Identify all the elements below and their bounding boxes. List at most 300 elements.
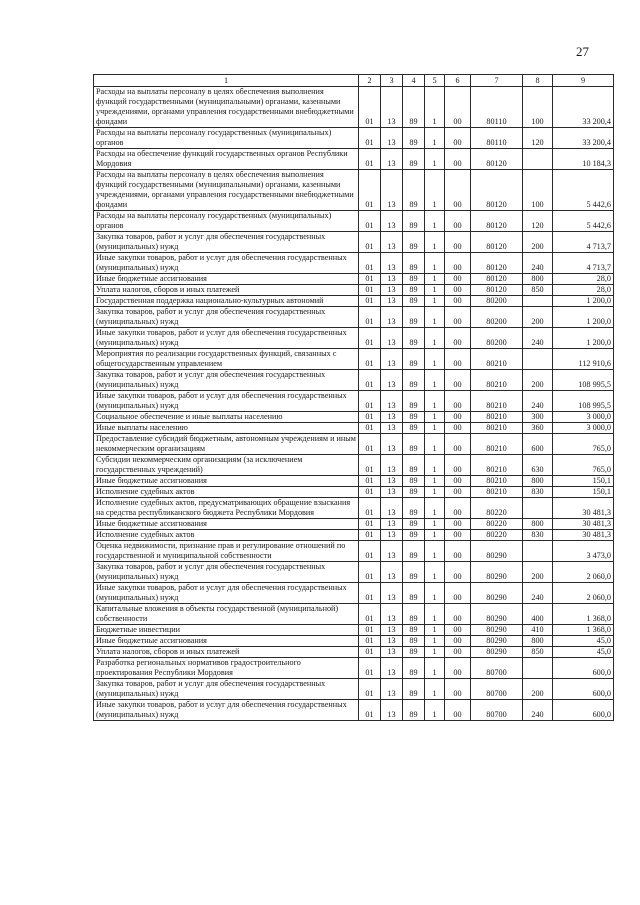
row-name: Оценка недвижимости, признание прав и регулирование отношений по государственной и муниципальной собственности [94,541,359,562]
row-code-subprogram: 1 [425,170,445,211]
row-code-direction: 80120 [471,170,523,211]
row-code-section: 01 [359,636,381,647]
row-code-section: 01 [359,128,381,149]
row-code-subsection: 13 [381,423,403,434]
row-amount: 150,1 [553,487,614,498]
row-code-main: 00 [445,391,471,412]
row-code-expense-type [523,149,553,170]
row-amount: 5 442,6 [553,170,614,211]
row-code-subprogram: 1 [425,349,445,370]
header-row [94,75,614,87]
table-row [94,370,614,391]
row-code-direction: 80120 [471,253,523,274]
row-amount: 3 473,0 [553,541,614,562]
row-code-subsection: 13 [381,679,403,700]
row-code-subsection: 13 [381,170,403,211]
row-amount: 28,0 [553,285,614,296]
row-code-expense-type: 240 [523,328,553,349]
row-code-subprogram: 1 [425,498,445,519]
row-amount: 600,0 [553,679,614,700]
row-amount: 5 442,6 [553,211,614,232]
row-code-subprogram: 1 [425,285,445,296]
table-row [94,274,614,285]
row-code-subsection: 13 [381,253,403,274]
row-code-main: 00 [445,370,471,391]
row-code-program: 89 [403,647,425,658]
table-row [94,562,614,583]
row-code-program: 89 [403,679,425,700]
row-code-subsection: 13 [381,149,403,170]
row-code-main: 00 [445,328,471,349]
table-row [94,412,614,423]
row-name: Иные бюджетные ассигнования [94,636,359,647]
row-code-expense-type: 200 [523,307,553,328]
row-code-main: 00 [445,455,471,476]
row-code-main: 00 [445,530,471,541]
row-amount: 33 200,4 [553,128,614,149]
row-code-section: 01 [359,604,381,625]
row-code-program: 89 [403,476,425,487]
row-amount: 108 995,5 [553,370,614,391]
row-code-subsection: 13 [381,700,403,721]
row-name: Закупка товаров, работ и услуг для обеспечения государственных (муниципальных) нужд [94,307,359,328]
row-code-expense-type: 360 [523,423,553,434]
row-code-expense-type: 120 [523,211,553,232]
row-code-subsection: 13 [381,232,403,253]
row-code-program: 89 [403,349,425,370]
row-name: Капитальные вложения в объекты государственной (муниципальной) собственности [94,604,359,625]
row-code-section: 01 [359,87,381,128]
row-amount: 1 368,0 [553,625,614,636]
row-code-program: 89 [403,285,425,296]
row-code-program: 89 [403,307,425,328]
row-code-direction: 80120 [471,149,523,170]
row-name: Мероприятия по реализации государственных функций, связанных с общегосударственным управлением [94,349,359,370]
row-code-program: 89 [403,700,425,721]
row-amount: 3 000,0 [553,412,614,423]
row-code-main: 00 [445,87,471,128]
row-code-expense-type: 100 [523,87,553,128]
row-code-program: 89 [403,391,425,412]
table-row [94,296,614,307]
row-code-direction: 80210 [471,412,523,423]
row-code-section: 01 [359,285,381,296]
table-row [94,647,614,658]
row-code-program: 89 [403,625,425,636]
row-code-direction: 80700 [471,679,523,700]
row-name: Уплата налогов, сборов и иных платежей [94,647,359,658]
row-code-subsection: 13 [381,519,403,530]
row-code-direction: 80210 [471,455,523,476]
row-code-subsection: 13 [381,562,403,583]
row-name: Расходы на выплаты персоналу государственных (муниципальных) органов [94,128,359,149]
row-name: Закупка товаров, работ и услуг для обеспечения государственных (муниципальных) нужд [94,562,359,583]
row-code-main: 00 [445,170,471,211]
row-name: Расходы на выплаты персоналу в целях обеспечения выполнения функций государственными (муниципальными) органами, казенными учреждениями, органами управления государственными внебюджетными фондами [94,170,359,211]
row-code-expense-type: 410 [523,625,553,636]
table-row [94,232,614,253]
column-header: 2 [359,75,381,87]
row-name: Социальное обеспечение и иные выплаты населению [94,412,359,423]
row-code-main: 00 [445,211,471,232]
row-name: Субсидии некоммерческим организациям (за исключением государственных учреждений) [94,455,359,476]
row-code-subprogram: 1 [425,232,445,253]
row-name: Иные закупки товаров, работ и услуг для обеспечения государственных (муниципальных) нужд [94,391,359,412]
row-name: Иные бюджетные ассигнования [94,274,359,285]
table-row [94,604,614,625]
row-code-section: 01 [359,562,381,583]
row-amount: 45,0 [553,636,614,647]
row-code-subprogram: 1 [425,583,445,604]
row-code-expense-type [523,498,553,519]
row-code-subsection: 13 [381,87,403,128]
row-code-expense-type: 200 [523,232,553,253]
row-code-subprogram: 1 [425,434,445,455]
row-code-subprogram: 1 [425,211,445,232]
row-code-expense-type: 200 [523,370,553,391]
row-code-main: 00 [445,349,471,370]
row-code-subsection: 13 [381,391,403,412]
table-row [94,476,614,487]
row-code-program: 89 [403,211,425,232]
row-code-main: 00 [445,253,471,274]
row-code-section: 01 [359,476,381,487]
row-code-subprogram: 1 [425,519,445,530]
row-code-direction: 80210 [471,434,523,455]
row-code-main: 00 [445,274,471,285]
row-code-main: 00 [445,604,471,625]
row-code-expense-type: 300 [523,412,553,423]
row-code-main: 00 [445,519,471,530]
table-row [94,328,614,349]
row-code-direction: 80110 [471,128,523,149]
row-code-expense-type: 830 [523,487,553,498]
row-name: Иные закупки товаров, работ и услуг для обеспечения государственных (муниципальных) нужд [94,328,359,349]
row-code-subprogram: 1 [425,658,445,679]
row-code-subsection: 13 [381,412,403,423]
row-code-program: 89 [403,296,425,307]
row-code-section: 01 [359,391,381,412]
row-name: Исполнение судебных актов [94,530,359,541]
row-code-main: 00 [445,296,471,307]
row-code-program: 89 [403,232,425,253]
row-name: Бюджетные инвестиции [94,625,359,636]
row-code-expense-type: 830 [523,530,553,541]
row-code-subprogram: 1 [425,370,445,391]
row-amount: 765,0 [553,455,614,476]
row-code-direction: 80210 [471,349,523,370]
row-code-direction: 80220 [471,530,523,541]
table-row [94,530,614,541]
column-header: 7 [471,75,523,87]
row-code-subsection: 13 [381,274,403,285]
row-code-program: 89 [403,658,425,679]
row-code-main: 00 [445,128,471,149]
row-code-section: 01 [359,232,381,253]
row-code-direction: 80210 [471,423,523,434]
row-code-direction: 80700 [471,700,523,721]
table-row [94,285,614,296]
row-code-subsection: 13 [381,658,403,679]
budget-table [93,74,614,721]
row-code-subsection: 13 [381,476,403,487]
row-code-program: 89 [403,541,425,562]
row-amount: 1 200,0 [553,328,614,349]
table-row [94,679,614,700]
row-code-section: 01 [359,658,381,679]
row-code-subsection: 13 [381,370,403,391]
row-name: Иные бюджетные ассигнования [94,476,359,487]
row-code-program: 89 [403,274,425,285]
row-amount: 2 060,0 [553,562,614,583]
row-code-subsection: 13 [381,625,403,636]
row-code-direction: 80700 [471,658,523,679]
table-row [94,541,614,562]
row-amount: 33 200,4 [553,87,614,128]
row-amount: 765,0 [553,434,614,455]
row-code-expense-type: 240 [523,253,553,274]
row-amount: 30 481,3 [553,498,614,519]
column-header: 3 [381,75,403,87]
row-code-direction: 80290 [471,636,523,647]
row-amount: 10 184,3 [553,149,614,170]
column-header: 4 [403,75,425,87]
row-code-subprogram: 1 [425,625,445,636]
row-code-program: 89 [403,487,425,498]
table-row [94,455,614,476]
row-code-subprogram: 1 [425,253,445,274]
row-code-direction: 80210 [471,370,523,391]
row-code-direction: 80200 [471,328,523,349]
row-code-subprogram: 1 [425,87,445,128]
row-code-subprogram: 1 [425,647,445,658]
row-code-section: 01 [359,498,381,519]
row-code-expense-type: 200 [523,679,553,700]
row-code-subsection: 13 [381,530,403,541]
row-code-expense-type [523,541,553,562]
row-code-expense-type: 240 [523,700,553,721]
row-name: Уплата налогов, сборов и иных платежей [94,285,359,296]
row-code-main: 00 [445,647,471,658]
row-code-direction: 80210 [471,476,523,487]
table-row [94,149,614,170]
table-row [94,434,614,455]
row-code-subsection: 13 [381,285,403,296]
row-code-section: 01 [359,307,381,328]
row-code-subsection: 13 [381,349,403,370]
row-code-direction: 80120 [471,232,523,253]
row-amount: 108 995,5 [553,391,614,412]
row-code-program: 89 [403,128,425,149]
table-row [94,487,614,498]
row-code-expense-type: 850 [523,647,553,658]
table-row [94,636,614,647]
row-code-program: 89 [403,604,425,625]
row-code-expense-type: 240 [523,583,553,604]
row-code-subsection: 13 [381,604,403,625]
row-code-subprogram: 1 [425,541,445,562]
row-code-main: 00 [445,476,471,487]
row-amount: 3 000,0 [553,423,614,434]
row-code-subprogram: 1 [425,476,445,487]
row-code-section: 01 [359,647,381,658]
table-row [94,170,614,211]
row-amount: 150,1 [553,476,614,487]
row-code-expense-type [523,658,553,679]
row-code-section: 01 [359,625,381,636]
row-code-main: 00 [445,541,471,562]
row-code-section: 01 [359,519,381,530]
row-code-main: 00 [445,658,471,679]
row-code-subprogram: 1 [425,391,445,412]
row-amount: 4 713,7 [553,232,614,253]
row-code-direction: 80290 [471,604,523,625]
row-code-section: 01 [359,541,381,562]
row-code-expense-type: 800 [523,636,553,647]
row-code-program: 89 [403,253,425,274]
row-name: Государственная поддержка национально-культурных автономий [94,296,359,307]
row-code-subprogram: 1 [425,636,445,647]
row-code-main: 00 [445,412,471,423]
row-code-section: 01 [359,487,381,498]
row-code-subsection: 13 [381,647,403,658]
row-amount: 45,0 [553,647,614,658]
row-code-subprogram: 1 [425,604,445,625]
row-code-direction: 80210 [471,391,523,412]
row-code-subsection: 13 [381,434,403,455]
row-code-subsection: 13 [381,541,403,562]
column-header: 1 [94,75,359,87]
row-code-program: 89 [403,87,425,128]
row-code-direction: 80290 [471,541,523,562]
row-name: Закупка товаров, работ и услуг для обеспечения государственных (муниципальных) нужд [94,679,359,700]
row-amount: 30 481,3 [553,530,614,541]
row-code-program: 89 [403,149,425,170]
row-name: Закупка товаров, работ и услуг для обеспечения государственных (муниципальных) нужд [94,232,359,253]
row-name: Иные бюджетные ассигнования [94,519,359,530]
row-name: Иные закупки товаров, работ и услуг для обеспечения государственных (муниципальных) нужд [94,583,359,604]
row-code-main: 00 [445,625,471,636]
table-row [94,128,614,149]
row-code-subsection: 13 [381,487,403,498]
row-code-subprogram: 1 [425,128,445,149]
row-name: Расходы на выплаты персоналу в целях обеспечения выполнения функций государственными (муниципальными) органами, казенными учреждениями, органами управления государственными внебюджетными фондами [94,87,359,128]
row-code-section: 01 [359,328,381,349]
row-name: Разработка региональных нормативов градостроительного проектирования Республики Мордовия [94,658,359,679]
row-code-subsection: 13 [381,328,403,349]
table-row [94,423,614,434]
row-code-program: 89 [403,455,425,476]
row-code-direction: 80110 [471,87,523,128]
row-code-main: 00 [445,562,471,583]
row-code-expense-type: 200 [523,562,553,583]
row-code-direction: 80290 [471,562,523,583]
row-code-expense-type [523,349,553,370]
row-amount: 1 200,0 [553,296,614,307]
row-code-program: 89 [403,434,425,455]
row-code-main: 00 [445,487,471,498]
row-code-expense-type: 800 [523,274,553,285]
row-code-subprogram: 1 [425,487,445,498]
row-code-subprogram: 1 [425,149,445,170]
row-code-main: 00 [445,149,471,170]
row-code-subsection: 13 [381,583,403,604]
row-code-expense-type: 600 [523,434,553,455]
row-code-expense-type [523,296,553,307]
row-code-section: 01 [359,149,381,170]
row-code-subprogram: 1 [425,274,445,285]
row-code-direction: 80120 [471,285,523,296]
row-name: Исполнение судебных актов, предусматривающих обращение взыскания на средства республиканского бюджета Республики Мордовия [94,498,359,519]
row-code-program: 89 [403,412,425,423]
row-code-subsection: 13 [381,455,403,476]
row-code-program: 89 [403,519,425,530]
row-code-section: 01 [359,296,381,307]
row-code-section: 01 [359,412,381,423]
row-amount: 112 910,6 [553,349,614,370]
table-row [94,700,614,721]
row-code-main: 00 [445,700,471,721]
row-code-section: 01 [359,370,381,391]
table-row [94,658,614,679]
row-amount: 4 713,7 [553,253,614,274]
column-header: 5 [425,75,445,87]
row-code-section: 01 [359,455,381,476]
row-code-direction: 80220 [471,498,523,519]
row-code-program: 89 [403,636,425,647]
row-code-direction: 80290 [471,583,523,604]
table-row [94,211,614,232]
row-code-section: 01 [359,583,381,604]
row-code-subsection: 13 [381,211,403,232]
row-code-section: 01 [359,679,381,700]
row-code-section: 01 [359,349,381,370]
row-code-direction: 80210 [471,487,523,498]
row-code-section: 01 [359,530,381,541]
row-code-program: 89 [403,498,425,519]
row-code-expense-type: 800 [523,519,553,530]
row-code-section: 01 [359,700,381,721]
row-name: Иные закупки товаров, работ и услуг для обеспечения государственных (муниципальных) нужд [94,253,359,274]
row-name: Расходы на выплаты персоналу государственных (муниципальных) органов [94,211,359,232]
row-code-direction: 80220 [471,519,523,530]
page-number: 27 [576,44,589,59]
row-code-subprogram: 1 [425,307,445,328]
row-code-program: 89 [403,583,425,604]
row-code-main: 00 [445,285,471,296]
row-code-main: 00 [445,307,471,328]
row-code-main: 00 [445,498,471,519]
row-code-subsection: 13 [381,307,403,328]
row-code-direction: 80120 [471,274,523,285]
row-name: Исполнение судебных актов [94,487,359,498]
row-name: Предоставление субсидий бюджетным, автономным учреждениям и иным некоммерческим организациям [94,434,359,455]
table-row [94,625,614,636]
row-code-subsection: 13 [381,636,403,647]
column-header: 6 [445,75,471,87]
table-row [94,519,614,530]
row-code-expense-type: 120 [523,128,553,149]
row-code-direction: 80290 [471,647,523,658]
row-code-section: 01 [359,253,381,274]
row-code-subsection: 13 [381,498,403,519]
row-code-program: 89 [403,328,425,349]
row-code-main: 00 [445,232,471,253]
row-code-program: 89 [403,170,425,211]
row-code-direction: 80200 [471,307,523,328]
row-amount: 600,0 [553,658,614,679]
row-code-direction: 80290 [471,625,523,636]
